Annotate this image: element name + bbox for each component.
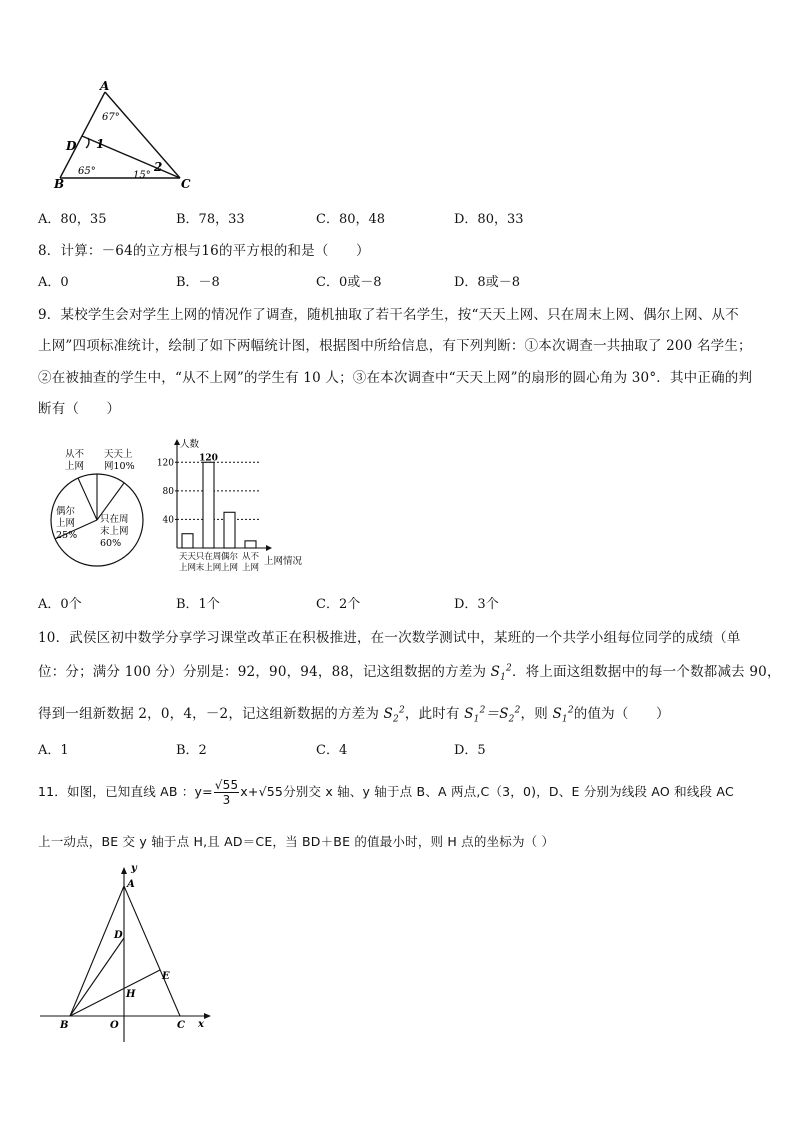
q7-option-c[interactable]: C．80，48 — [316, 212, 386, 227]
q10-option-d[interactable]: D．5 — [454, 743, 486, 758]
label-x: x — [198, 1019, 204, 1030]
label-D: D — [66, 139, 77, 153]
segment-BE — [70, 970, 160, 1016]
q9-line-2: 上网”四项标准统计，绘制了如下两幅统计图，根据图中所给信息，有下列判断：①本次调查一共抽取了 200 名学生； — [38, 338, 752, 354]
q10-line-1: 10．武侯区初中数学分享学习课堂改革正在积极推进，在一次数学测试中，某班的一个共学小组每位同学的成绩（单 — [38, 630, 741, 646]
bar-chart — [150, 438, 310, 578]
q10-option-b[interactable]: B．2 — [176, 743, 207, 758]
label-H: H — [126, 989, 136, 1000]
label-B: B — [54, 177, 65, 191]
pie-label-daily-2: 网10% — [104, 461, 135, 472]
angle-67-label: 67° — [102, 112, 120, 123]
x-tick-label: 上网 — [220, 563, 239, 573]
y-axis-title: 人数 — [180, 439, 200, 450]
x-tick-label: 偶尔 — [220, 552, 239, 562]
q10-line-3-text-b: ，此时有 — [404, 706, 465, 722]
q10-line-3-text-d: 的值为（ ） — [573, 706, 670, 722]
q11-line-1-text-a: 11．如图，已知直线 AB ：y= — [38, 784, 213, 799]
q9-option-b[interactable]: B．1个 — [176, 597, 220, 612]
pie-label-never-2: 上网 — [65, 461, 85, 472]
q10-line-3-text-c: ，则 — [520, 706, 553, 722]
pie-chart — [48, 444, 148, 586]
label-E: E — [162, 971, 170, 982]
q7-option-b[interactable]: B．78，33 — [176, 212, 245, 227]
label-A: A — [100, 80, 110, 93]
label-B: B — [60, 1020, 69, 1031]
q9-line-1: 9．某校学生会对学生上网的情况作了调查，随机抽取了若干名学生，按“天天上网、只在周末上网、偶尔上网、从不 — [38, 307, 739, 323]
pie-label-sometimes-2: 上网 — [56, 518, 76, 529]
q10-line-2-text-a: 位：分；满分 100 分）分别是：92，90，94，88，记这组数据的方差为 — [38, 664, 491, 680]
slope-denominator: 3 — [222, 793, 231, 807]
q10-option-a[interactable]: A．1 — [38, 743, 69, 758]
q10-line-3 — [38, 702, 670, 725]
label-O: O — [110, 1020, 119, 1031]
q9-option-d[interactable]: D．3个 — [454, 597, 499, 612]
bar — [203, 462, 214, 548]
line-AB — [70, 886, 124, 1016]
q11-line-1-text-b: x+ — [240, 784, 259, 799]
q10-line-2-text-b: ．将上面这组数据中的每一个数都减去 90， — [511, 664, 781, 680]
label-A: A — [127, 879, 135, 890]
label-D: D — [114, 930, 123, 941]
pie-divider-never — [78, 478, 97, 520]
angle-65-label: 65° — [78, 166, 96, 177]
q11-line-1 — [38, 778, 734, 807]
label-C: C — [181, 177, 191, 191]
q9-line-3: ②在被抽查的学生中，“从不上网”的学生有 10 人；③在本次调查中“天天上网”的扇形的圆心角为 30°．其中正确的判 — [38, 370, 753, 386]
pie-label-weekend-1: 只在周 — [100, 514, 129, 525]
slope-fraction — [214, 778, 240, 807]
y-axis-arrow — [121, 867, 127, 874]
angle-2-label: 2 — [154, 160, 163, 174]
x-axis-arrow — [204, 1013, 211, 1019]
q10-line-2 — [38, 660, 781, 683]
bar — [182, 534, 193, 548]
q9-option-c[interactable]: C．2个 — [316, 597, 361, 612]
pie-label-never-1: 从不 — [65, 449, 85, 460]
x-tick-label: 上网 — [178, 563, 197, 573]
x-tick-label: 末上网 — [195, 563, 222, 573]
y-tick-label: 80 — [162, 486, 174, 497]
x-tick-label: 从不 — [241, 552, 260, 562]
q8-option-b[interactable]: B．－8 — [176, 275, 220, 290]
q9-line-4: 断有（ ） — [38, 401, 121, 417]
bar-data-label: 120 — [199, 453, 218, 464]
coordinate-figure — [36, 858, 216, 1046]
bar — [245, 541, 256, 548]
y-tick-label: 120 — [156, 458, 174, 469]
variance-s2-symbol: $S_2^2$ — [383, 705, 405, 725]
q11-line-2: 上一动点，BE 交 y 轴于点 H,且 AD＝CE，当 BD＋BE 的值最小时，则 H 点的坐标为（ ） — [38, 834, 555, 849]
variance-equation: $S_1^2=S_2^2$ — [464, 705, 521, 725]
y-tick-label: 40 — [162, 515, 174, 526]
q8-option-c[interactable]: C．0或－8 — [316, 275, 382, 290]
label-y: y — [131, 863, 137, 874]
pie-label-weekend-2: 末上网 — [100, 526, 129, 537]
q10-line-3-text-a: 得到一组新数据 2，0，4，－2，记这组新数据的方差为 — [38, 706, 384, 722]
pie-label-sometimes-1: 偶尔 — [56, 506, 76, 517]
pie-label-sometimes-3: 25% — [56, 530, 78, 541]
x-axis-title: 上网情况 — [264, 556, 303, 567]
bar — [224, 512, 235, 548]
q8-option-d[interactable]: D．8或－8 — [454, 275, 520, 290]
x-tick-label: 天天 — [178, 552, 197, 562]
triangle-figure — [48, 80, 198, 192]
q7-option-d[interactable]: D．80，33 — [454, 212, 524, 227]
pie-label-weekend-3: 60% — [100, 538, 122, 549]
label-C: C — [177, 1020, 185, 1031]
x-tick-label: 只在周 — [195, 552, 222, 562]
q11-line-1-text-c: 分别交 x 轴、y 轴于点 B、A 两点,C（3，0)，D、E 分别为线段 AO 和线段 AC — [283, 784, 734, 799]
intercept-sqrt: √55 — [258, 784, 284, 799]
x-axis-arrow — [266, 545, 272, 551]
x-tick-label: 上网 — [241, 563, 260, 573]
variance-s1-symbol: $S_1^2$ — [490, 663, 512, 683]
pie-label-daily-1: 天天上 — [104, 449, 133, 460]
q9-option-a[interactable]: A．0个 — [38, 597, 82, 612]
q8-question: 8．计算：－64的立方根与16的平方根的和是（ ） — [38, 243, 370, 259]
q10-option-c[interactable]: C．4 — [316, 743, 348, 758]
variance-s1-symbol-2: $S_1^2$ — [552, 705, 574, 725]
q8-option-a[interactable]: A．0 — [38, 275, 69, 290]
side-AC — [105, 92, 180, 178]
slope-numerator: √55 — [214, 778, 239, 792]
angle-1-label: 1 — [96, 137, 105, 151]
q7-option-a[interactable]: A．80，35 — [38, 212, 107, 227]
angle-15-label: 15° — [133, 170, 151, 181]
